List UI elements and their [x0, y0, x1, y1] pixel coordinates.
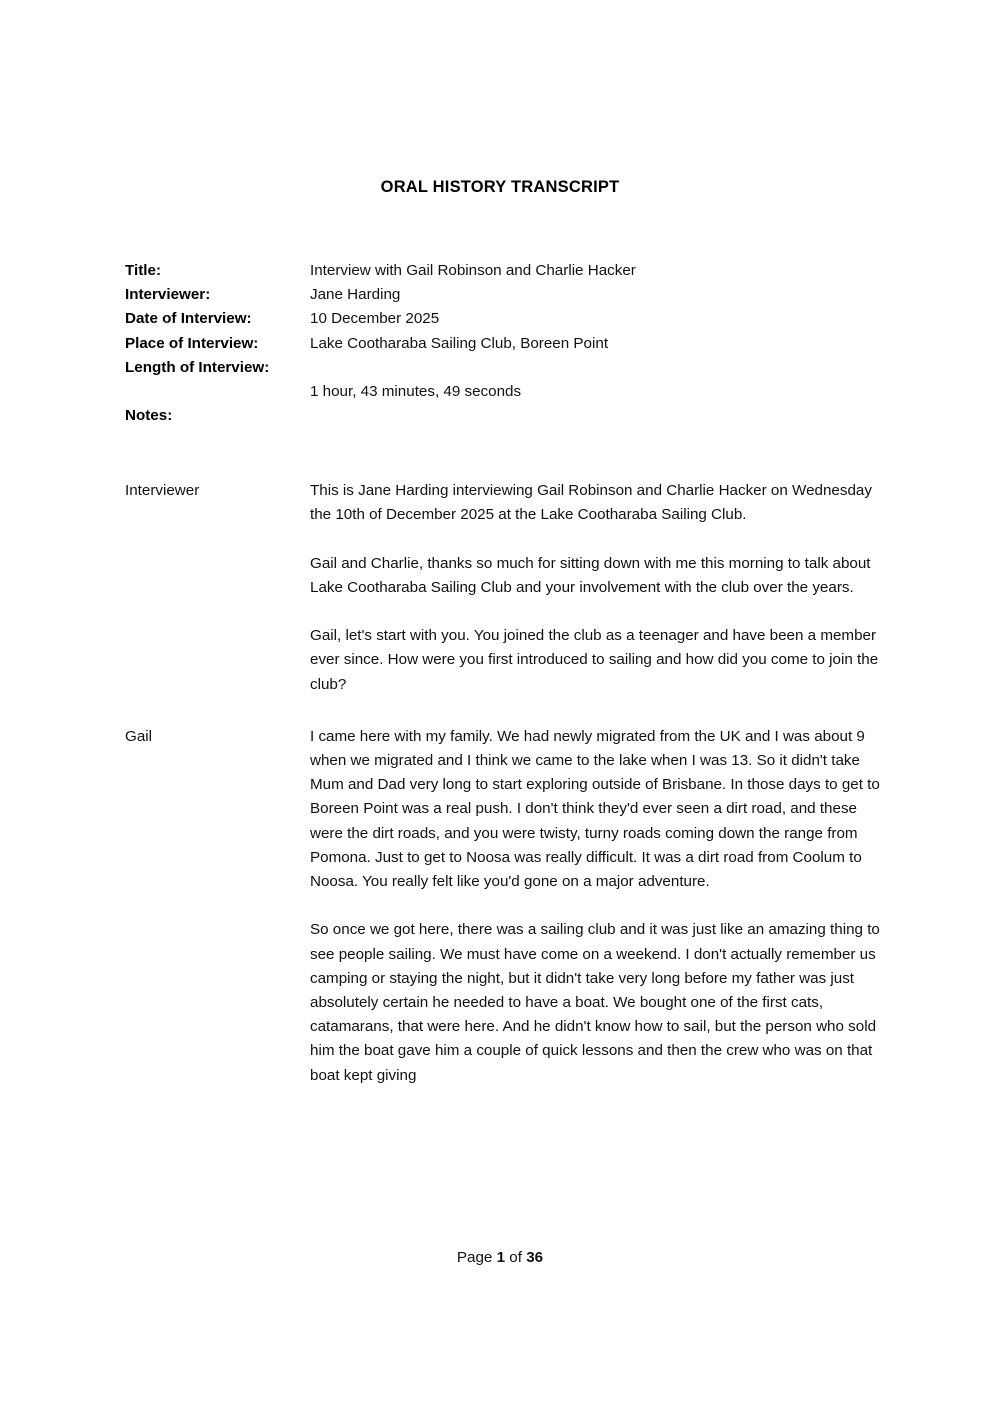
- metadata-label: Length of Interview:: [125, 358, 270, 376]
- page-title: ORAL HISTORY TRANSCRIPT: [380, 178, 620, 196]
- metadata-row-title: [125, 259, 885, 283]
- metadata-row-date-of-interview: [125, 307, 885, 331]
- metadata-value: Interview with Gail Robinson and Charlie Hacker: [310, 262, 636, 279]
- metadata-label: Title:: [125, 262, 162, 279]
- transcript-turn: [125, 479, 885, 697]
- speech-paragraph: I came here with my family. We had newly migrated from the UK and I was about 9 when we migrated and I think we came to the lake when I was 13. So it didn't take Mum and Dad very long to start exploring outside of Brisbane. In those days to get to Boreen Point was a real push. I don't think they'd ever seen a dirt road, and these were the dirt roads, and you were twisty, turny roads coming down the range from Pomona. Just to get to Noosa was really difficult. It was a dirt road from Coolum to Noosa. You really felt like you'd gone on a major adventure.: [310, 727, 880, 891]
- speech-paragraph: Gail, let's start with you. You joined the club as a teenager and have been a member ever since. How were you first introduced to sailing and how did you come to join the club?: [310, 627, 879, 693]
- speaker-label: Gail: [125, 727, 153, 745]
- metadata-value: 10 December 2025: [310, 310, 440, 328]
- metadata-value: 1 hour, 43 minutes, 49 seconds: [310, 383, 522, 400]
- footer-current-page: 1: [496, 1249, 506, 1266]
- transcript-body: [125, 479, 885, 1116]
- speech-text: [310, 725, 885, 1088]
- metadata-value: Lake Cootharaba Sailing Club, Boreen Point: [310, 334, 609, 352]
- metadata-label: Notes:: [125, 407, 173, 425]
- speech-paragraph: Gail and Charlie, thanks so much for sitting down with me this morning to talk about Lake Cootharaba Sailing Club and your involvement with the club over the years.: [310, 554, 871, 596]
- speaker-label: Interviewer: [125, 482, 200, 499]
- footer-total-pages: 36: [526, 1249, 544, 1266]
- speech-paragraph: So once we got here, there was a sailing club and it was just like an amazing thing to see people sailing. We must have come on a weekend. I don't actually remember us camping or staying the night, but it didn't take very long before my father was just absolutely certain he needed to have a boat. We bought one of the first cats, catamarans, that were here. And he didn't know how to sail, but the person who sold him the boat gave him a couple of quick lessons and then the crew who was on that boat kept giving: [310, 921, 880, 1084]
- metadata-value: Jane Harding: [310, 286, 401, 304]
- metadata-row-notes: [125, 404, 885, 428]
- metadata-label: Place of Interview:: [125, 334, 259, 352]
- footer-page-prefix: Page: [456, 1249, 493, 1266]
- metadata-label: Date of Interview:: [125, 310, 252, 328]
- metadata-row-length-of-interview: [125, 356, 885, 404]
- metadata-row-interviewer: [125, 283, 885, 307]
- metadata-label: Interviewer:: [125, 286, 211, 304]
- speech-text: [310, 479, 885, 697]
- footer-separator: of: [509, 1249, 522, 1266]
- metadata-row-place-of-interview: [125, 332, 885, 356]
- transcript-turn: [125, 725, 885, 1088]
- page-footer: [0, 1249, 1000, 1266]
- speech-paragraph: This is Jane Harding interviewing Gail Robinson and Charlie Hacker on Wednesday the 10th of December 2025 at the Lake Cootharaba Sailing Club.: [310, 482, 872, 524]
- interview-metadata: [125, 259, 885, 428]
